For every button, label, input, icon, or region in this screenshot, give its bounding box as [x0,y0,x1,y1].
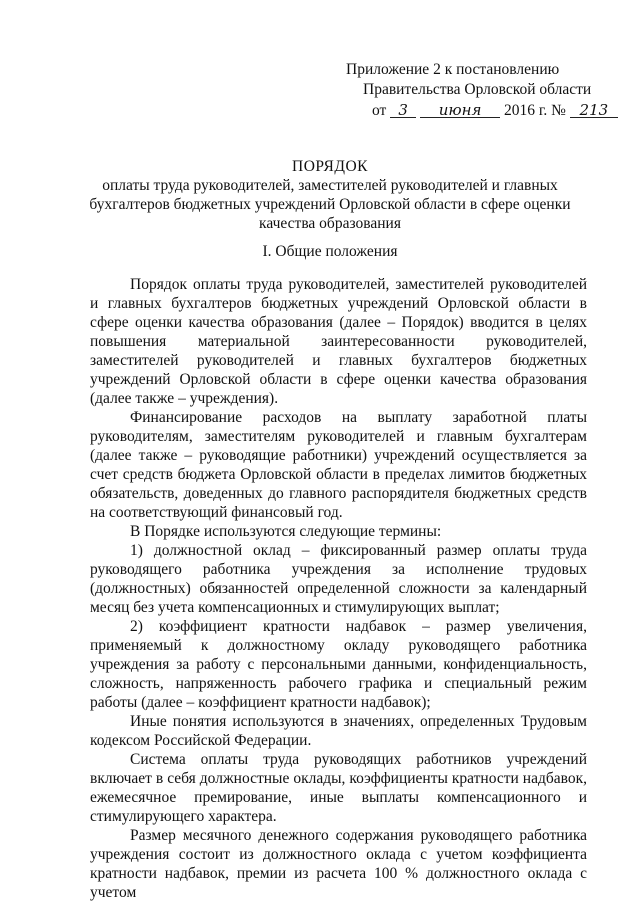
date-prefix: от [372,102,387,119]
paragraph: В Порядке используются следующие термины: [130,523,442,540]
appendix-header [345,60,609,121]
paragraph: 2) коэффициент кратности надбавок – размер увеличения, применяемый к должностному окладу руководящего работника учреждения за работу с персональными данными, конфиденциальность, сложность, напряженность рабочего графика и специальный режим работы (далее – коэффициент кратности надбавок); [90,618,587,711]
handwritten-day: 3 [390,100,416,120]
paragraph: 1) должностной оклад – фиксированный размер оплаты труда руководящего работника учреждения за исполнение трудовых (должностных) обязанностей определенной сложности за календарный месяц без учета компенсационных и стимулирующих выплат; [90,542,587,616]
title-subtitle-line: бухгалтеров бюджетных учреждений Орловской области в сфере оценки [89,196,571,213]
paragraph: Система оплаты труда руководящих работников учреждений включает в себя должностные оклады, коэффициенты кратности надбавок, ежемесячное премирование, иные выплаты компенсационного и стимулирующего характера. [90,751,587,825]
handwritten-number: 213 [570,100,618,120]
document-title [80,157,580,233]
paragraph: Порядок оплаты труда руководителей, заместителей руководителей и главных бухгалтеров бюджетных учреждений Орловской области в сфере оценки качества образования (далее – Порядок) вводится в целях повышения материальной заинтересованности руководителей, заместителей руководителей и главных бухгалтеров бюджетных учреждений Орловской области в сфере оценки качества образования (далее также – учреждения). [90,276,587,407]
paragraph: Финансирование расходов на выплату заработной платы руководителям, заместителям руководителей и главным бухгалтерам (далее также – руководящие работники) учреждений осуществляется за счет средств бюджета Орловской области в пределах лимитов бюджетных обязательств, доведенных до главного распорядителя бюджетных средств на соответствующий финансовый год. [90,409,587,521]
appendix-line-1: Приложение 2 к постановлению [346,61,560,78]
date-year: 2016 г. № [503,102,566,119]
appendix-line-2: Правительства Орловской области [363,81,592,98]
title-subtitle-line: качества образования [259,215,401,232]
appendix-date-line [345,100,609,121]
title-main: ПОРЯДОК [292,158,368,175]
body-text [90,275,587,902]
paragraph: Иные понятия используются в значениях, определенных Трудовым кодексом Российской Федерации. [90,713,587,749]
title-subtitle-line: оплаты труда руководителей, заместителей руководителей и главных [102,177,558,194]
section-heading: I. Общие положения [262,243,398,260]
handwritten-month: июня [420,100,500,120]
paragraph: Размер месячного денежного содержания руководящего работника учреждения состоит из должностного оклада с учетом коэффициента кратности надбавок, премии из расчета 100 % должностного оклада с учетом [90,827,587,901]
